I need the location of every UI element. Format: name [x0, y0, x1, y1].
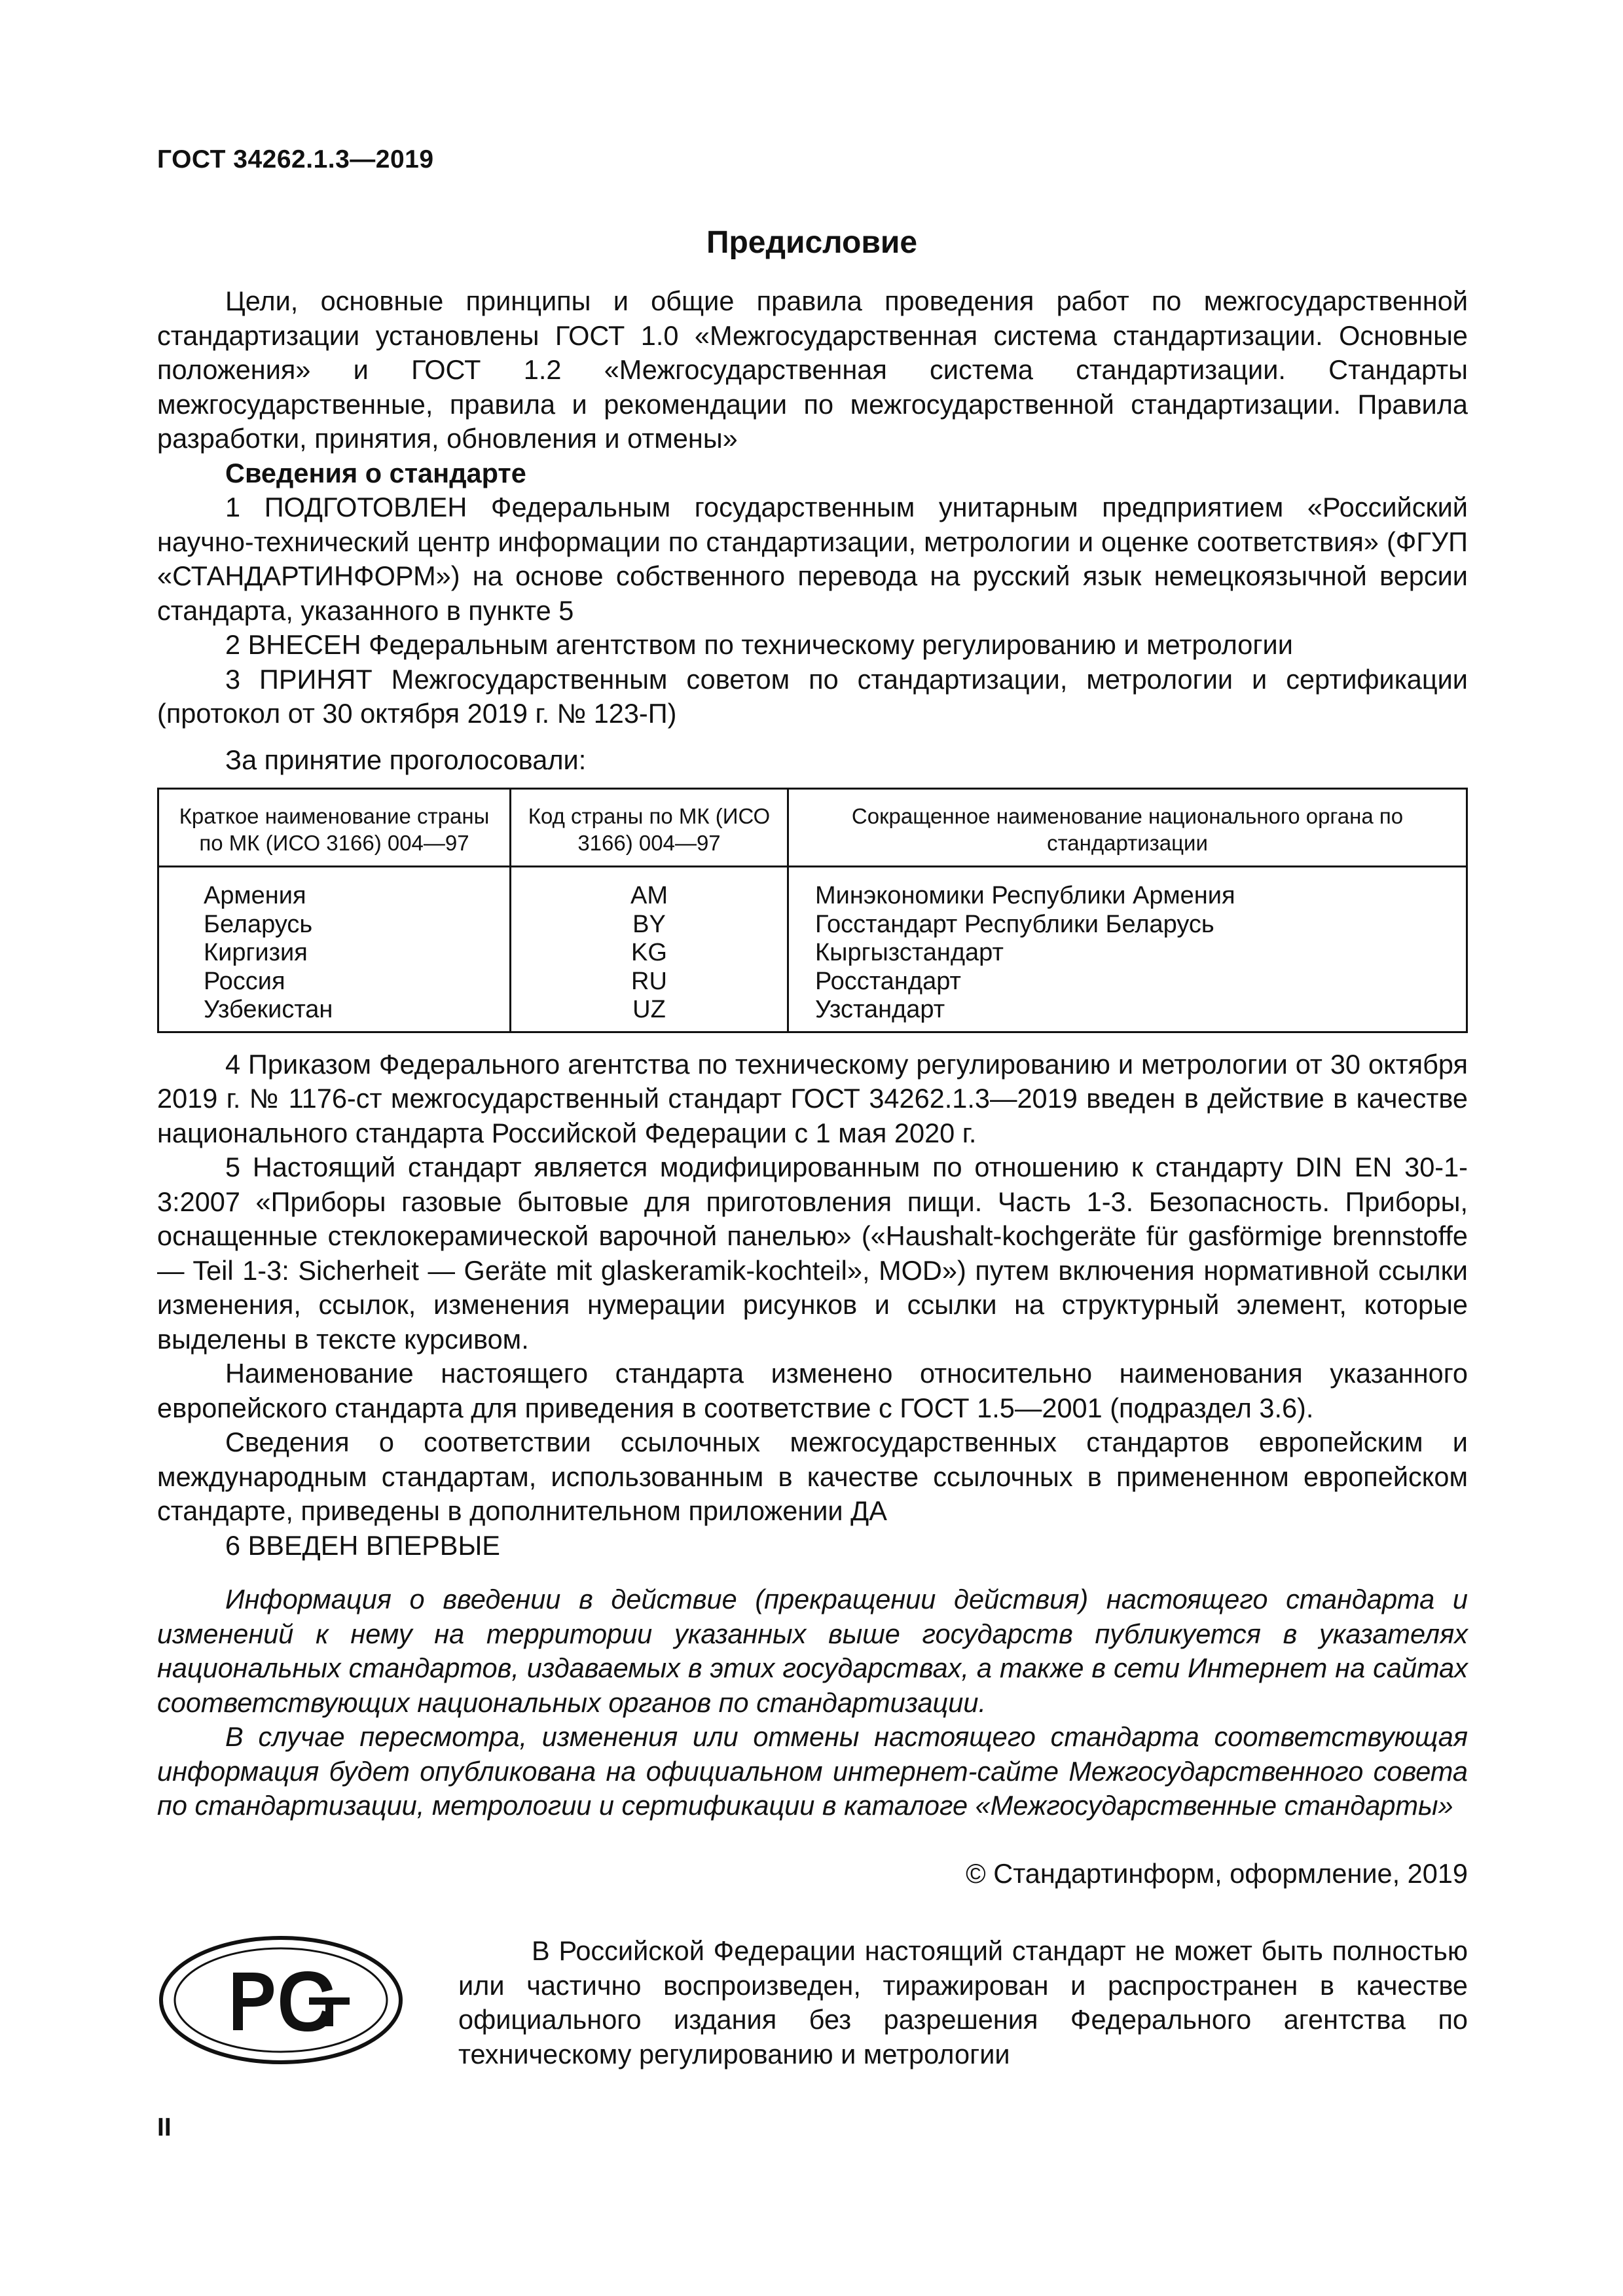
table-header-body: Сокращенное наименование национального органа по стандартизации: [788, 789, 1467, 867]
item-2: 2 ВНЕСЕН Федеральным агентством по техническому регулированию и метрологии: [225, 629, 1293, 660]
page-title: Предисловие: [706, 225, 918, 260]
table-row: [158, 911, 1467, 939]
table-cell-code: UZ: [511, 996, 788, 1032]
info-paragraph-2: В случае пересмотра, изменения или отмены настоящего стандарта соответствующая информация будет опубликована на официальном интернет-сайте Межгосударственного совета по стандартизации, метрологии и сертификации в каталоге «Межгосударственные стандарты»: [157, 1721, 1468, 1821]
copyright-line: © Стандартинформ, оформление, 2019: [966, 1858, 1468, 1889]
table-cell-body: Росстандарт: [788, 968, 1467, 996]
item-5-naming: Наименование настоящего стандарта изменено относительно наименования указанного европейского стандарта для приведения в соответствие с ГОСТ 1.5—2001 (подраздел 3.6).: [157, 1358, 1468, 1423]
item-3: 3 ПРИНЯТ Межгосударственным советом по стандартизации, метрологии и сертификации (протокол от 30 октября 2019 г. № 123-П): [157, 663, 1468, 729]
member-states-table: [157, 788, 1468, 1033]
item-5-references: Сведения о соответствии ссылочных межгосударственных стандартов европейским и международным стандартам, использованным в качестве ссылочных в примененном европейском стандарте, приведены в дополнительном приложении ДА: [157, 1427, 1468, 1526]
table-row: [158, 968, 1467, 996]
document-code: ГОСТ 34262.1.3—2019: [157, 145, 434, 173]
table-cell-country: Россия: [158, 968, 511, 996]
table-cell-code: RU: [511, 968, 788, 996]
gost-r-certification-logo-icon: [157, 1935, 405, 2066]
document-body: [157, 284, 1468, 1823]
table-header-country: Краткое наименование страны по МК (ИСО 3166) 004—97: [158, 789, 511, 867]
table-cell-country: Узбекистан: [158, 996, 511, 1032]
copyright-notice: [458, 1934, 1468, 2071]
table-cell-body: Минэкономики Республики Армения: [788, 867, 1467, 911]
item-1: 1 ПОДГОТОВЛЕН Федеральным государственным унитарным предприятием «Российский научно-технический центр информации по стандартизации, метрологии и оценке соответствия» (ФГУП «СТАНДАРТИНФОРМ») на основе собственного перевода на русский язык немецкоязычной версии стандарта, указанного в пункте 5: [157, 492, 1468, 626]
table-cell-code: BY: [511, 911, 788, 939]
table-cell-country: Киргизия: [158, 939, 511, 968]
intro-paragraph: Цели, основные принципы и общие правила проведения работ по межгосударственной стандартизации установлены ГОСТ 1.0 «Межгосударственная система стандартизации. Основные положения» и ГОСТ 1.2 «Межгосударственная система стандартизации. Стандарты межгосударственные, правила и рекомендации по межгосударственной стандартизации. Правила разработки, принятия, обновления и отмены»: [157, 285, 1468, 454]
table-cell-country: Беларусь: [158, 911, 511, 939]
item-6: 6 ВВЕДЕН ВПЕРВЫЕ: [225, 1529, 500, 1561]
item-5: 5 Настоящий стандарт является модифицированным по отношению к стандарту DIN EN 30-1-3:2007 «Приборы газовые бытовые для приготовления пищи. Часть 1-3. Безопасность. Приборы, оснащенные стеклокерамической варочной панелью» («Haushalt-kochgeräte für gasförmige brennstoffe — Teil 1-3: Sicherheit — Geräte mit glaskeramik-kochteil», MOD») путем включения нормативной ссылки изменения, ссылок, изменения нумерации рисунков и ссылки на структурный элемент, которые выделены в тексте курсивом.: [157, 1152, 1468, 1355]
copyright-notice-text: В Российской Федерации настоящий стандарт не может быть полностью или частично воспроизведен, тиражирован и распространен в качестве официального издания без разрешения Федерального агентства по техническому регулированию и метрологии: [458, 1935, 1468, 2069]
page-number: II: [157, 2113, 172, 2141]
table-row: [158, 867, 1467, 911]
table-row: [158, 939, 1467, 968]
info-paragraph-1: Информация о введении в действие (прекращении действия) настоящего стандарта и изменений к нему на территории указанных выше государств публикуется в указателях национальных стандартов, издаваемых в этих государствах, а также в сети Интернет на сайтах соответствующих национальных органов по стандартизации.: [157, 1584, 1468, 1718]
table-cell-body: Кыргызстандарт: [788, 939, 1467, 968]
table-header-row: [158, 789, 1467, 867]
table-cell-code: AM: [511, 867, 788, 911]
table-cell-country: Армения: [158, 867, 511, 911]
table-header-code: Код страны по МК (ИСО 3166) 004—97: [511, 789, 788, 867]
table-cell-code: KG: [511, 939, 788, 968]
section-heading: Сведения о стандарте: [225, 457, 526, 488]
table-cell-body: Узстандарт: [788, 996, 1467, 1032]
table-row: [158, 996, 1467, 1032]
table-cell-body: Госстандарт Республики Беларусь: [788, 911, 1467, 939]
vote-intro: За принятие проголосовали:: [225, 744, 587, 775]
item-4: 4 Приказом Федерального агентства по техническому регулированию и метрологии от 30 октября 2019 г. № 1176-ст межгосударственный стандарт ГОСТ 34262.1.3—2019 введен в действие в качестве национального стандарта Российской Федерации с 1 мая 2020 г.: [157, 1048, 1468, 1148]
